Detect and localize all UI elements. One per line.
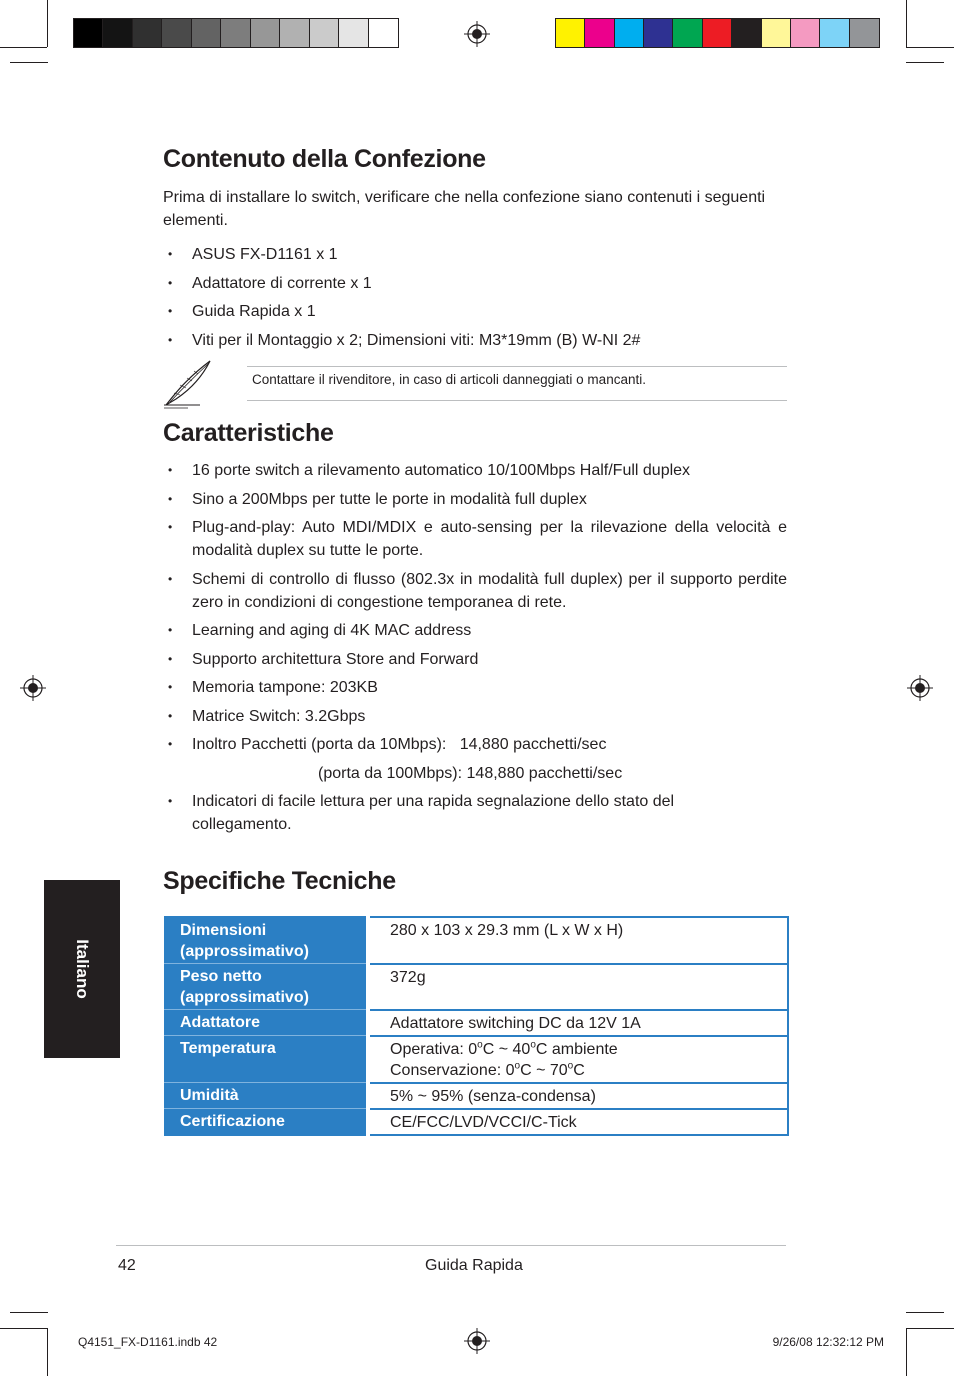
list-item: • Adattatore di corrente x 1: [168, 274, 372, 292]
table-row: [164, 1010, 788, 1036]
note-rule-bottom: [247, 400, 787, 401]
spec-value: 5% ~ 95% (senza-condensa): [368, 1083, 788, 1109]
spec-key: Temperatura: [164, 1036, 368, 1083]
table-row: [164, 964, 788, 1010]
list-item: • Guida Rapida x 1: [168, 303, 316, 320]
color-swatch: [74, 19, 103, 47]
color-swatch: [280, 19, 309, 47]
color-swatch: [192, 19, 221, 47]
color-swatch: [850, 19, 879, 47]
registration-mark-icon: [20, 675, 46, 701]
color-swatch: [615, 19, 644, 47]
list-item: • Indicatori di facile lettura per una rapida segnalazione dello stato del collegamento.: [168, 793, 675, 833]
footer-rule: [116, 1245, 786, 1246]
color-swatch: [339, 19, 368, 47]
color-swatch: [103, 19, 132, 47]
spec-value: 372g: [368, 964, 788, 1010]
table-row: [164, 1109, 788, 1135]
table-row: [164, 1083, 788, 1109]
color-swatch: [221, 19, 250, 47]
section-title-contents: Contenuto della Confezione: [163, 145, 486, 173]
list-item-continuation: (porta da 100Mbps): 148,880 pacchetti/sec: [318, 764, 623, 782]
note-rule-top: [247, 366, 787, 367]
color-bar: [555, 18, 880, 48]
color-swatch: [310, 19, 339, 47]
package-contents-list: [163, 243, 787, 352]
color-swatch: [585, 19, 614, 47]
color-swatch: [133, 19, 162, 47]
table-row: [164, 1036, 788, 1083]
color-swatch: [673, 19, 702, 47]
color-swatch: [820, 19, 849, 47]
section-title-features: Caratteristiche: [163, 419, 334, 447]
color-swatch: [644, 19, 673, 47]
list-item: • ASUS FX-D1161 x 1: [168, 246, 338, 263]
spec-key: Umidità: [164, 1083, 368, 1109]
spec-key: Dimensioni (approssimativo): [164, 917, 368, 964]
color-swatch: [556, 19, 585, 47]
color-swatch: [732, 19, 761, 47]
specifications-table: [164, 916, 789, 1136]
spec-key: Certificazione: [164, 1109, 368, 1135]
color-swatch: [369, 19, 398, 47]
features-list: [163, 459, 787, 836]
language-label: Italiano: [73, 939, 92, 999]
list-item: • Sino a 200Mbps per tutte le porte in modalità full duplex: [168, 490, 587, 508]
grayscale-bar: [73, 18, 399, 48]
footer-doc-title: Guida Rapida: [425, 1257, 523, 1274]
feather-pen-icon: [160, 357, 216, 409]
spec-value: Operativa: 0$^o$C ~ 40$^o$C ambiente Conservazione: 0$^o$C ~ 70$^o$C: [368, 1036, 788, 1083]
list-item: • Learning and aging di 4K MAC address: [168, 622, 472, 639]
spec-key: Adattatore: [164, 1010, 368, 1036]
color-swatch: [703, 19, 732, 47]
intro-paragraph: Prima di installare lo switch, verificare che nella confezione siano contenuti i seguenti elementi.: [163, 189, 766, 229]
registration-mark-icon: [464, 21, 490, 47]
color-swatch: [251, 19, 280, 47]
list-item: • Inoltro Pacchetti (porta da 10Mbps): 14,880 pacchetti/sec: [168, 736, 607, 753]
list-item: • Viti per il Montaggio x 2; Dimensioni viti: M3*19mm (B) W-NI 2#: [168, 331, 641, 349]
spec-value: 280 x 103 x 29.3 mm (L x W x H): [368, 917, 788, 964]
spec-value: Adattatore switching DC da 12V 1A: [368, 1010, 788, 1036]
language-side-tab: [44, 880, 120, 1058]
color-swatch: [791, 19, 820, 47]
slug-timestamp: 9/26/08 12:32:12 PM: [772, 1335, 884, 1349]
list-item: • Supporto architettura Store and Forward: [168, 650, 479, 668]
list-item: • Schemi di controllo di flusso (802.3x in modalità full duplex) per il supporto perdite zero in condizioni di congestione temporanea di rete.: [168, 570, 787, 611]
spec-value: CE/FCC/LVD/VCCI/C-Tick: [390, 1113, 577, 1131]
page-number: 42: [118, 1257, 136, 1274]
color-swatch: [762, 19, 791, 47]
list-item: • Plug-and-play: Auto MDI/MDIX e auto-sensing per la rilevazione della velocità e modalità duplex su tutte le porte.: [168, 519, 787, 559]
section-title-specs: Specifiche Tecniche: [163, 867, 396, 895]
list-item: • Matrice Switch: 3.2Gbps: [168, 707, 366, 725]
list-item: • Memoria tampone: 203KB: [168, 679, 378, 696]
table-row: [164, 917, 788, 964]
list-item: • 16 porte switch a rilevamento automatico 10/100Mbps Half/Full duplex: [168, 462, 691, 479]
color-swatch: [162, 19, 191, 47]
slug-filename: Q4151_FX-D1161.indb 42: [78, 1335, 218, 1349]
registration-mark-icon: [464, 1328, 490, 1354]
registration-mark-icon: [907, 675, 933, 701]
spec-key: Peso netto (approssimativo): [164, 964, 368, 1010]
note-text: Contattare il rivenditore, in caso di articoli danneggiati o mancanti.: [252, 372, 646, 387]
